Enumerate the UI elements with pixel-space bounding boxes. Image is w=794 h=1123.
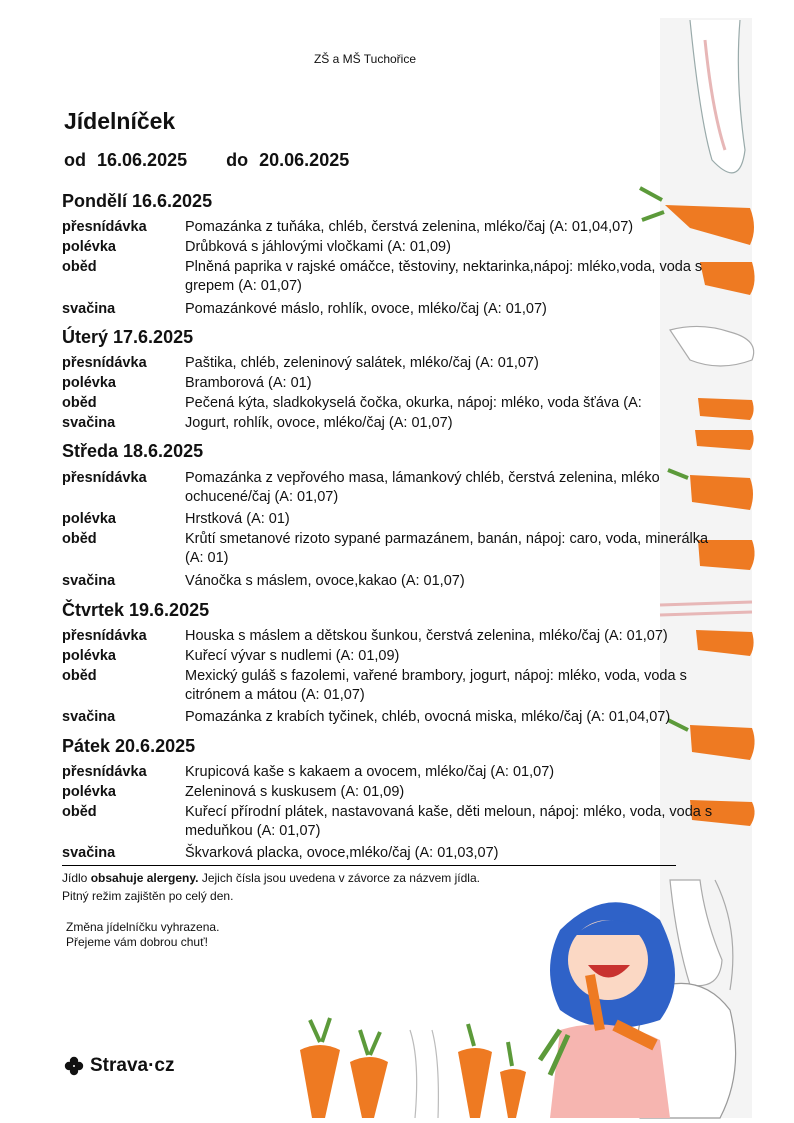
meal-text: Vánočka s máslem, ovoce,kakao (A: 01,07) [185,573,465,589]
meal-label: polévka [62,375,116,391]
meal-label: přesnídávka [62,355,147,371]
page-title: Jídelníček [64,108,176,134]
strava-logo [64,1055,175,1077]
day-heading: Úterý 17.6.2025 [62,327,194,347]
date-range [64,150,355,171]
meal-label: polévka [62,648,116,664]
meal-label: polévka [62,239,116,255]
meal-label: oběd [62,804,97,820]
meal-text: Houska s máslem a dětskou šunkou, čerstvá zelenina, mléko/čaj (A: 01,07) [185,628,668,644]
change-note: Změna jídelníčku vyhrazena. [66,920,220,934]
logo-text: Strava·cz [90,1055,175,1076]
school-name: ZŠ a MŠ Tuchořice [313,52,417,66]
meal-label: svačina [62,301,116,317]
meal-text: Zeleninová s kuskusem (A: 01,09) [185,784,405,800]
meal-label: svačina [62,845,116,861]
meal-text: Krupicová kaše s kakaem a ovocem, mléko/čaj (A: 01,07) [185,764,555,780]
meal-text: Plněná paprika v rajské omáčce, těstoviny, nektarinka,nápoj: mléko,voda, voda s grepem (A: 01,07) [185,259,703,294]
meal-text: Škvarková placka, ovoce,mléko/čaj (A: 01,03,07) [185,845,499,861]
meal-label: oběd [62,531,97,547]
meal-text: Drůbková s jáhlovými vločkami (A: 01,09) [185,239,451,255]
range-to-date: 20.06.2025 [259,150,350,170]
meal-label: oběd [62,395,97,411]
meal-label: přesnídávka [62,628,147,644]
meal-text: Bramborová (A: 01) [185,375,312,391]
allergen-note [62,871,480,886]
meal-text: Pomazánka z krabích tyčinek, chléb, ovocná miska, mléko/čaj (A: 01,04,07) [185,709,671,725]
allergen-note-pre: Jídlo [62,871,91,885]
allergen-note-bold: obsahuje alergeny. [90,871,199,885]
meal-label: přesnídávka [62,219,147,235]
meal-label: přesnídávka [62,470,147,486]
day-heading: Středa 18.6.2025 [62,441,204,461]
day-heading: Čtvrtek 19.6.2025 [62,600,210,620]
day-heading: Pátek 20.6.2025 [62,736,196,756]
meal-text: Mexický guláš s fazolemi, vařené brambory, jogurt, nápoj: mléko, voda, voda s citrónem a mátou (A: 01,07) [185,668,687,703]
meal-label: polévka [62,511,116,527]
meal-label: oběd [62,668,97,684]
meal-label: svačina [62,415,116,431]
meal-label: oběd [62,259,97,275]
divider [62,865,676,866]
meal-text: Paštika, chléb, zeleninový salátek, mléko/čaj (A: 01,07) [185,355,539,371]
meal-text: Pomazánka z tuňáka, chléb, čerstvá zelenina, mléko/čaj (A: 01,04,07) [185,219,634,235]
meal-label: svačina [62,709,116,725]
girl-illustration [540,902,675,1118]
day-heading: Pondělí 16.6.2025 [62,191,213,211]
range-from-label: od [64,150,86,170]
meal-text: Pečená kýta, sladkokyselá čočka, okurka, nápoj: mléko, voda šťáva (A: [185,395,642,411]
clover-icon [64,1056,84,1076]
meal-text: Kuřecí vývar s nudlemi (A: 01,09) [185,648,400,664]
meal-label: polévka [62,784,116,800]
meal-text: Pomazánka z vepřového masa, lámankový chléb, čerstvá zelenina, mléko ochucené/čaj (A: 01,07) [185,470,660,505]
meal-text: Hrstková (A: 01) [185,511,290,527]
range-to-label: do [226,150,249,170]
meal-label: přesnídávka [62,764,147,780]
meal-text: Krůtí smetanové rizoto sypané parmazánem, banán, nápoj: caro, voda, minerálka (A: 01) [185,531,709,566]
drinks-note: Pitný režim zajištěn po celý den. [62,889,234,903]
allergen-note-post: Jejich čísla jsou uvedena v závorce za názvem jídla. [198,871,480,885]
meal-text: Kuřecí přírodní plátek, nastavovaná kaše, děti meloun, nápoj: mléko, voda, voda s meduňkou (A: 01,07) [185,804,713,839]
meal-text: Pomazánkové máslo, rohlík, ovoce, mléko/čaj (A: 01,07) [185,301,547,317]
range-from-date: 16.06.2025 [97,150,188,170]
wish-note: Přejeme vám dobrou chuť! [66,935,208,949]
meal-text: Jogurt, rohlík, ovoce, mléko/čaj (A: 01,07) [185,415,453,431]
meal-label: svačina [62,573,116,589]
